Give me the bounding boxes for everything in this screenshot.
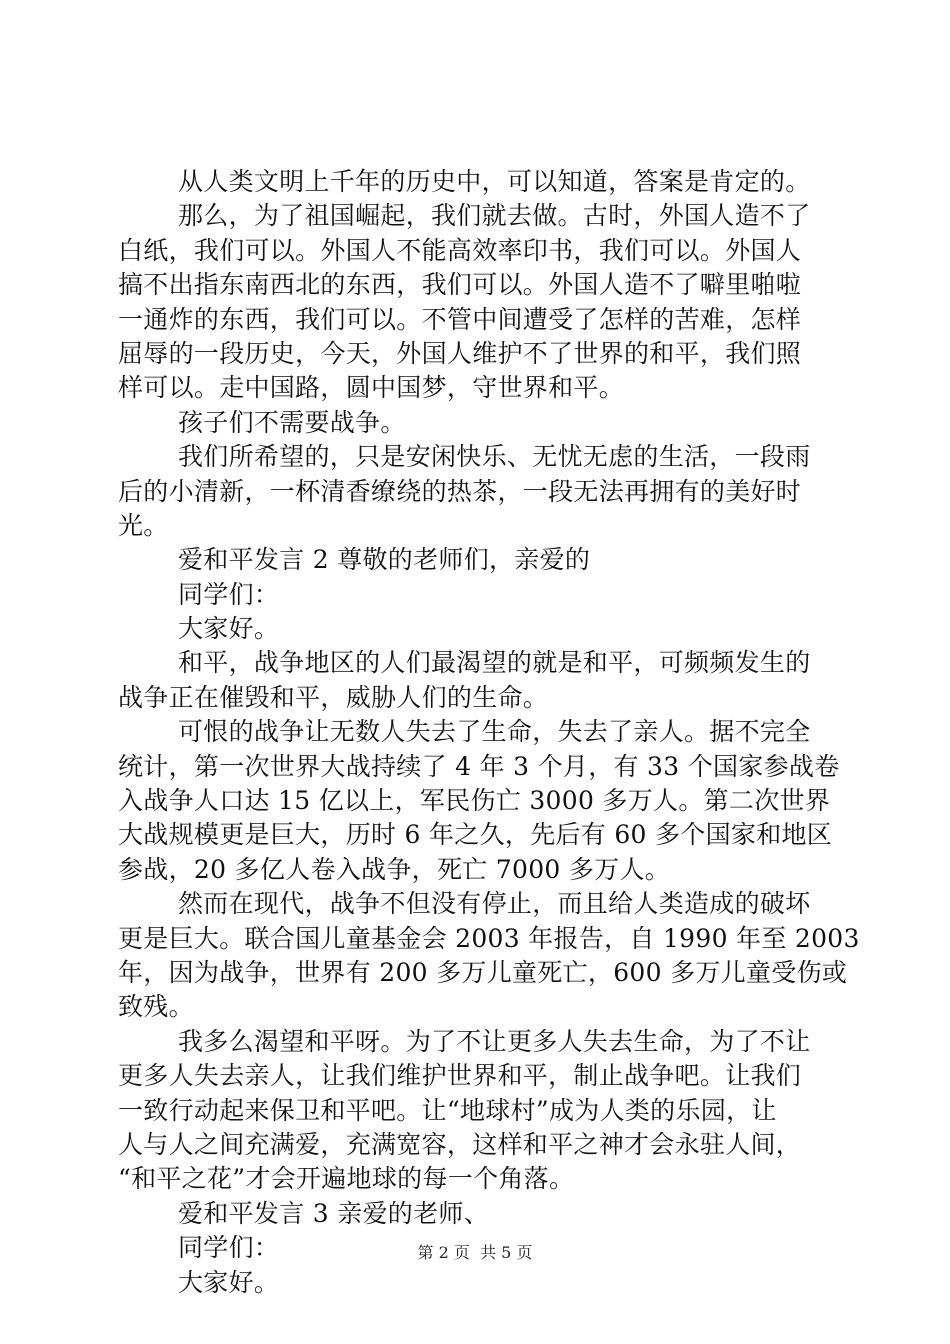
text-line: 年，因为战争，世界有 200 多万儿童死亡，600 多万儿童受伤或: [118, 957, 848, 987]
text-line: 搞不出指东南西北的东西，我们可以。外国人造不了噼里啪啦: [118, 270, 802, 300]
text-line: 一致行动起来保卫和平吧。让“地球村”成为人类的乐园，让: [118, 1095, 777, 1125]
text-line: 同学们：: [178, 1233, 280, 1263]
text-line: 人与人之间充满爱，充满宽容，这样和平之神才会永驻人间，: [118, 1129, 802, 1159]
text-line: 爱和平发言 3 亲爱的老师、: [178, 1198, 490, 1228]
text-line: 从人类文明上千年的历史中，可以知道，答案是肯定的。: [178, 167, 811, 196]
document-body: [118, 165, 860, 1300]
text-line: 战争正在催毁和平，威胁人们的生命。: [118, 682, 549, 712]
text-line: “和平之花”才会开遍地球的每一个角落。: [118, 1164, 575, 1194]
text-line: 后的小清新，一杯清香缭绕的热茶，一段无法再拥有的美好时: [118, 476, 802, 506]
text-line: 参战，20 多亿人卷入战争，死亡 7000 多万人。: [118, 854, 671, 884]
text-line: 屈辱的一段历史，今天，外国人维护不了世界的和平，我们照: [118, 338, 802, 368]
text-line: 我们所希望的，只是安闲快乐、无忧无虑的生活，一段雨: [178, 442, 811, 472]
text-line: 样可以。走中国路，圆中国梦，守世界和平。: [118, 373, 625, 403]
text-line: 致残。: [118, 992, 194, 1022]
page-number-label: 第 2 页 共 5 页: [417, 1243, 533, 1262]
text-line: 那么，为了祖国崛起，我们就去做。古时，外国人造不了: [178, 201, 811, 231]
text-line: 孩子们不需要战争。: [178, 407, 406, 437]
text-line: 光。: [118, 510, 169, 540]
text-line: 更多人失去亲人，让我们维护世界和平，制止战争吧。让我们: [118, 1061, 802, 1091]
text-line: 大战规模更是巨大，历时 6 年之久，先后有 60 多个国家和地区: [118, 820, 833, 850]
text-line: 更是巨大。联合国儿童基金会 2003 年报告，自 1990 年至 2003: [118, 923, 860, 953]
text-line: 我多么渴望和平呀。为了不让更多人失去生命，为了不让: [178, 1026, 811, 1056]
text-line: 大家好。: [178, 1267, 280, 1297]
text-line: 大家好。: [178, 614, 280, 644]
text-line: 同学们：: [178, 579, 280, 609]
text-line: 一通炸的东西，我们可以。不管中间遭受了怎样的苦难，怎样: [118, 304, 802, 334]
text-line: 白纸，我们可以。外国人不能高效率印书，我们可以。外国人: [118, 235, 802, 265]
text-line: 入战争人口达 15 亿以上，军民伤亡 3000 多万人。第二次世界: [118, 786, 831, 816]
text-line: 和平，战争地区的人们最渴望的就是和平，可频频发生的: [178, 648, 811, 678]
text-line: 可恨的战争让无数人失去了生命，失去了亲人。据不完全: [178, 717, 811, 747]
text-line: 然而在现代，战争不但没有停止，而且给人类造成的破坏: [178, 889, 811, 919]
text-line: 爱和平发言 2 尊敬的老师们，亲爱的: [178, 545, 591, 575]
text-line: 统计，第一次世界大战持续了 4 年 3 个月，有 33 个国家参战卷: [118, 751, 840, 781]
page-footer: [0, 1243, 950, 1263]
